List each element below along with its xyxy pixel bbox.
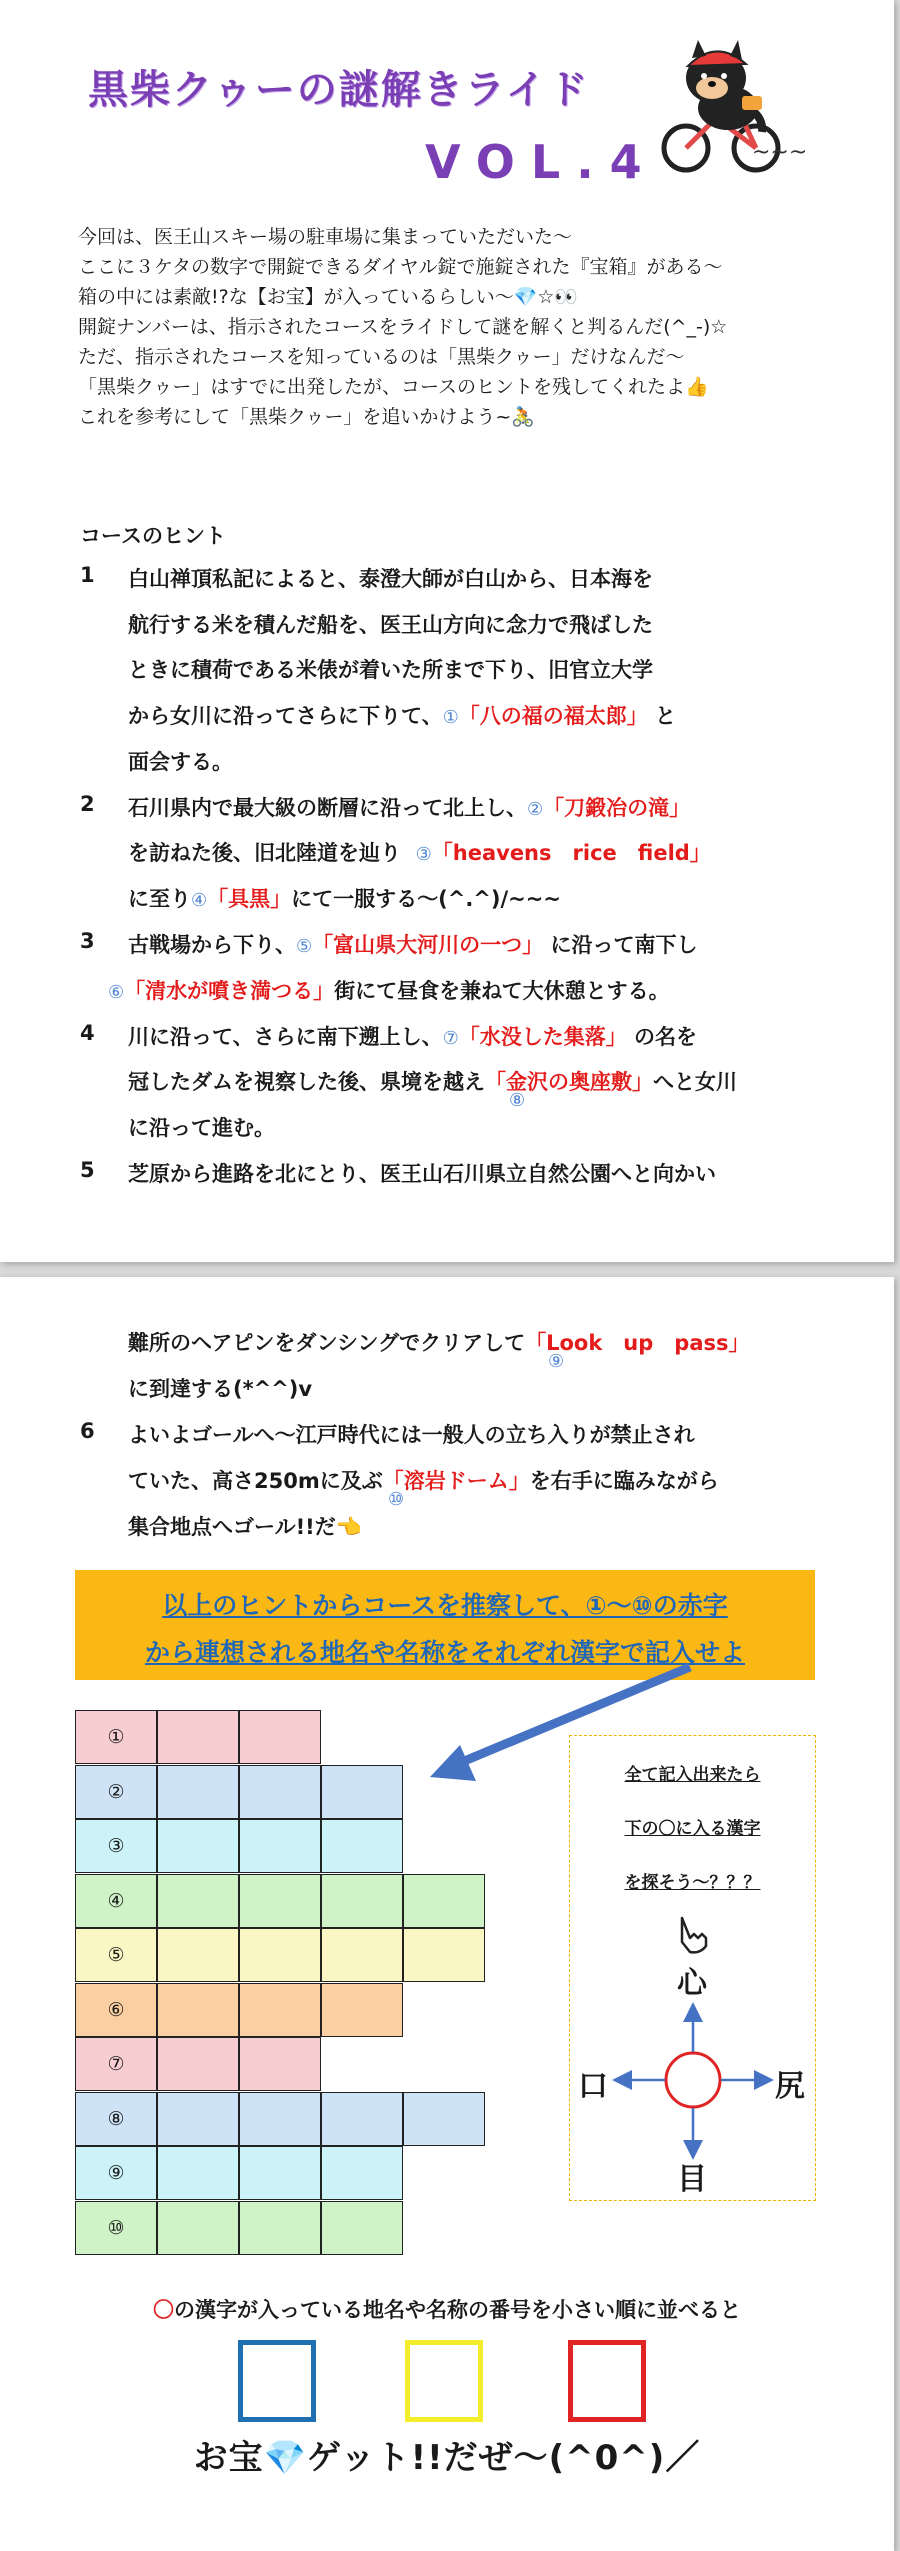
clue-number: ③ bbox=[415, 844, 432, 865]
intro-line: 「黒柴クゥー」はすでに出発したが、コースのヒントを残してくれたよ👍 bbox=[78, 376, 709, 398]
grid-answer-cell[interactable] bbox=[157, 2201, 239, 2255]
hint-text: に沿って南下し bbox=[550, 933, 698, 957]
hint-line bbox=[128, 883, 561, 913]
grid-row-label: ⑨ bbox=[75, 2146, 157, 2200]
grid-answer-cell[interactable] bbox=[321, 2201, 403, 2255]
hint-text: 冠したダムを視察した後、県境を越え bbox=[128, 1070, 485, 1094]
puzzle-text: を探そう～？？？ bbox=[624, 1873, 761, 1893]
clue-number: ⑦ bbox=[442, 1028, 459, 1049]
grid-answer-cell[interactable] bbox=[157, 1874, 239, 1928]
hint-line bbox=[128, 1066, 737, 1096]
grid-answer-cell[interactable] bbox=[321, 1765, 403, 1819]
hint-line: 芝原から進路を北にとり、医王山石川県立自然公園へと向かい bbox=[128, 1162, 716, 1186]
grid-row-label: ② bbox=[75, 1765, 157, 1819]
instruction-text: の漢字が入っている地名や名称の番号を小さい順に並べると bbox=[174, 2298, 741, 2322]
grid-answer-cell[interactable] bbox=[239, 2037, 321, 2091]
hint-line: 航行する米を積んだ船を、医王山方向に念力で飛ばした bbox=[128, 613, 653, 637]
grid-answer-cell[interactable] bbox=[157, 1819, 239, 1873]
kanji-puzzle-box bbox=[569, 1735, 816, 2201]
puzzle-text: 全て記入出来たら bbox=[624, 1765, 761, 1785]
grid-answer-cell[interactable] bbox=[157, 1928, 239, 1982]
grid-answer-cell[interactable] bbox=[321, 2146, 403, 2200]
grid-answer-cell[interactable] bbox=[403, 1928, 485, 1982]
banner-line: から連想される地名や名称をそれぞれ漢字で記入せよ bbox=[144, 1638, 745, 1667]
hints-heading: コースのヒント bbox=[80, 524, 226, 548]
hint-line bbox=[128, 929, 697, 959]
hint-number: 2 bbox=[80, 792, 95, 816]
clue-red-text: 「富山県大河川の一つ」 bbox=[312, 933, 544, 957]
clue-red-text: 「清水が噴き満つる」 bbox=[124, 979, 335, 1003]
grid-row-label: ⑥ bbox=[75, 1983, 157, 2037]
clue-number: ② bbox=[527, 799, 544, 820]
grid-answer-cell[interactable] bbox=[239, 2201, 321, 2255]
grid-answer-cell[interactable] bbox=[157, 1710, 239, 1764]
hint-text: の名を bbox=[634, 1025, 698, 1049]
grid-answer-cell[interactable] bbox=[239, 1819, 321, 1873]
grid-answer-cell[interactable] bbox=[239, 1765, 321, 1819]
hint-text: に至り bbox=[128, 887, 191, 911]
hint-text: 難所のヘアピンをダンシングでクリアして bbox=[128, 1331, 526, 1355]
hint-number: 3 bbox=[80, 929, 95, 953]
intro-line: 開錠ナンバーは、指示されたコースをライドして謎を解くと判るんだ(^_-)☆ bbox=[78, 316, 728, 338]
pointing-hand-icon bbox=[670, 1912, 714, 1956]
clue-red-text: 「溶岩ドーム」 bbox=[382, 1469, 530, 1493]
clue-red-text: 「水没した集落」 bbox=[458, 1025, 627, 1049]
hint-text: 川に沿って、さらに南下遡上し、 bbox=[128, 1025, 443, 1049]
kanji-bottom: 目 bbox=[677, 2162, 707, 2197]
hint-line bbox=[128, 700, 676, 730]
grid-row-label: ⑧ bbox=[75, 2092, 157, 2146]
hint-text: を訪ねた後、旧北陸道を辿り bbox=[128, 841, 401, 865]
hint-line bbox=[128, 1021, 697, 1051]
clue-number: ④ bbox=[191, 890, 208, 911]
intro-line: ここに３ケタの数字で開錠できるダイヤル錠で施錠された『宝箱』がある～ bbox=[78, 256, 723, 278]
grid-answer-cell[interactable] bbox=[403, 2092, 485, 2146]
volume-label: VOL.4 bbox=[425, 135, 658, 189]
clue-number: ⑥ bbox=[108, 982, 125, 1003]
grid-answer-cell[interactable] bbox=[239, 2146, 321, 2200]
grid-row-label: ⑦ bbox=[75, 2037, 157, 2091]
grid-answer-cell[interactable] bbox=[239, 1928, 321, 1982]
hint-text: から女川に沿ってさらに下りて、 bbox=[128, 704, 443, 728]
hint-line: 白山禅頂私記によると、泰澄大師が白山から、日本海を bbox=[128, 567, 653, 591]
answer-box-red[interactable] bbox=[568, 2340, 646, 2422]
grid-answer-cell[interactable] bbox=[239, 1983, 321, 2037]
hint-line bbox=[128, 837, 711, 867]
intro-line: ただ、指示されたコースを知っているのは「黒柴クゥー」だけなんだ～ bbox=[78, 346, 685, 368]
kanji-top: 心 bbox=[677, 1966, 707, 2001]
hints-list bbox=[0, 0, 894, 1262]
grid-row-label: ③ bbox=[75, 1819, 157, 1873]
grid-answer-cell[interactable] bbox=[321, 1928, 403, 1982]
page-title: 黒柴クゥーの謎解きライド bbox=[88, 67, 590, 113]
hint-line bbox=[128, 1465, 719, 1495]
grid-answer-cell[interactable] bbox=[157, 1983, 239, 2037]
grid-answer-cell[interactable] bbox=[239, 1710, 321, 1764]
clue-red-text: 「金沢の奥座敷」 bbox=[485, 1070, 653, 1094]
hint-text: と bbox=[655, 704, 677, 728]
hint-text: 古戦場から下り、 bbox=[128, 933, 296, 957]
grid-row-label: ⑤ bbox=[75, 1928, 157, 1982]
circle-symbol: 〇 bbox=[153, 2298, 174, 2322]
clue-red-text: 「Look up pass」 bbox=[525, 1331, 750, 1355]
grid-answer-cell[interactable] bbox=[321, 1819, 403, 1873]
grid-row-label: ① bbox=[75, 1710, 157, 1764]
grid-row-label: ④ bbox=[75, 1874, 157, 1928]
hint-number: 6 bbox=[80, 1419, 95, 1443]
clue-red-text: 「刀鍛冶の滝」 bbox=[543, 796, 691, 820]
page-1 bbox=[0, 0, 894, 1262]
intro-line: これを参考にして「黒柴クゥー」を追いかけよう~🚴 bbox=[78, 406, 536, 428]
grid-answer-cell[interactable] bbox=[321, 1983, 403, 2037]
hint-line bbox=[128, 792, 690, 822]
hint-number: 1 bbox=[80, 563, 95, 587]
clue-number: ⑤ bbox=[296, 936, 313, 957]
grid-answer-cell[interactable] bbox=[157, 2092, 239, 2146]
hint-line: に沿って進む。 bbox=[128, 1116, 275, 1140]
banner-line: 以上のヒントからコースを推察して、①～⑩の赤字 bbox=[162, 1591, 728, 1620]
hint-line: ときに積荷である米俵が着いた所まで下り、旧官立大学 bbox=[128, 658, 653, 682]
kanji-left: 口 bbox=[578, 2069, 608, 2104]
grid-answer-cell[interactable] bbox=[321, 2092, 403, 2146]
mascot-tilde: ~~~ bbox=[752, 140, 808, 165]
kanji-right: 尻 bbox=[775, 2069, 805, 2104]
intro-line: 箱の中には素敵!?な【お宝】が入っているらしい～💎☆👀 bbox=[78, 286, 579, 308]
hint-line: 集合地点へゴール!!だ👈 bbox=[128, 1515, 362, 1539]
hint-line: 面会する。 bbox=[128, 750, 233, 774]
hint-number: 5 bbox=[80, 1158, 95, 1182]
answer-box-yellow[interactable] bbox=[405, 2340, 483, 2422]
grid-answer-cell[interactable] bbox=[239, 1874, 321, 1928]
order-instruction bbox=[0, 2294, 894, 2324]
puzzle-text: 下の〇に入る漢字 bbox=[624, 1819, 761, 1839]
grid-answer-cell[interactable] bbox=[157, 2146, 239, 2200]
clue-number: ① bbox=[442, 707, 459, 728]
clue-number: ⑨ bbox=[548, 1351, 565, 1372]
clue-red-text: 「八の福の福太郎」 bbox=[458, 704, 648, 728]
hint-text: ていた、高さ250mに及ぶ bbox=[128, 1469, 383, 1493]
grid-answer-cell[interactable] bbox=[157, 2037, 239, 2091]
final-message: お宝💎ゲット!!だぜ～(^0^)／ bbox=[193, 2438, 701, 2478]
clue-red-text: 「具黒」 bbox=[207, 887, 292, 911]
hint-line: に到達する(*^^)v bbox=[128, 1377, 313, 1401]
clue-number: ⑧ bbox=[509, 1090, 526, 1111]
hint-text: にて一服する～(^.^)/~~~ bbox=[291, 887, 561, 911]
page-2 bbox=[0, 1277, 894, 2551]
hint-text: 街にて昼食を兼ねて大休憩とする。 bbox=[334, 979, 670, 1003]
hint-line: よいよゴールへ～江戸時代には一般人の立ち入りが禁止され bbox=[128, 1423, 695, 1447]
grid-answer-cell[interactable] bbox=[321, 1874, 403, 1928]
intro-line: 今回は、医王山スキー場の駐車場に集まっていただいた～ bbox=[78, 226, 573, 248]
hint-line bbox=[108, 975, 670, 1005]
grid-answer-cell[interactable] bbox=[157, 1765, 239, 1819]
hint-number: 4 bbox=[80, 1021, 95, 1045]
hint-text: を右手に臨みながら bbox=[529, 1469, 719, 1493]
answer-box-blue[interactable] bbox=[238, 2340, 316, 2422]
hint-line bbox=[128, 1327, 750, 1357]
clue-red-text: 「heavens rice field」 bbox=[431, 841, 711, 865]
hint-text: 石川県内で最大級の断層に沿って北上し、 bbox=[128, 796, 527, 820]
clue-number: ⑩ bbox=[388, 1489, 405, 1510]
grid-row-label: ⑩ bbox=[75, 2201, 157, 2255]
grid-answer-cell[interactable] bbox=[403, 1874, 485, 1928]
grid-answer-cell[interactable] bbox=[239, 2092, 321, 2146]
hint-text: へと女川 bbox=[653, 1070, 737, 1094]
